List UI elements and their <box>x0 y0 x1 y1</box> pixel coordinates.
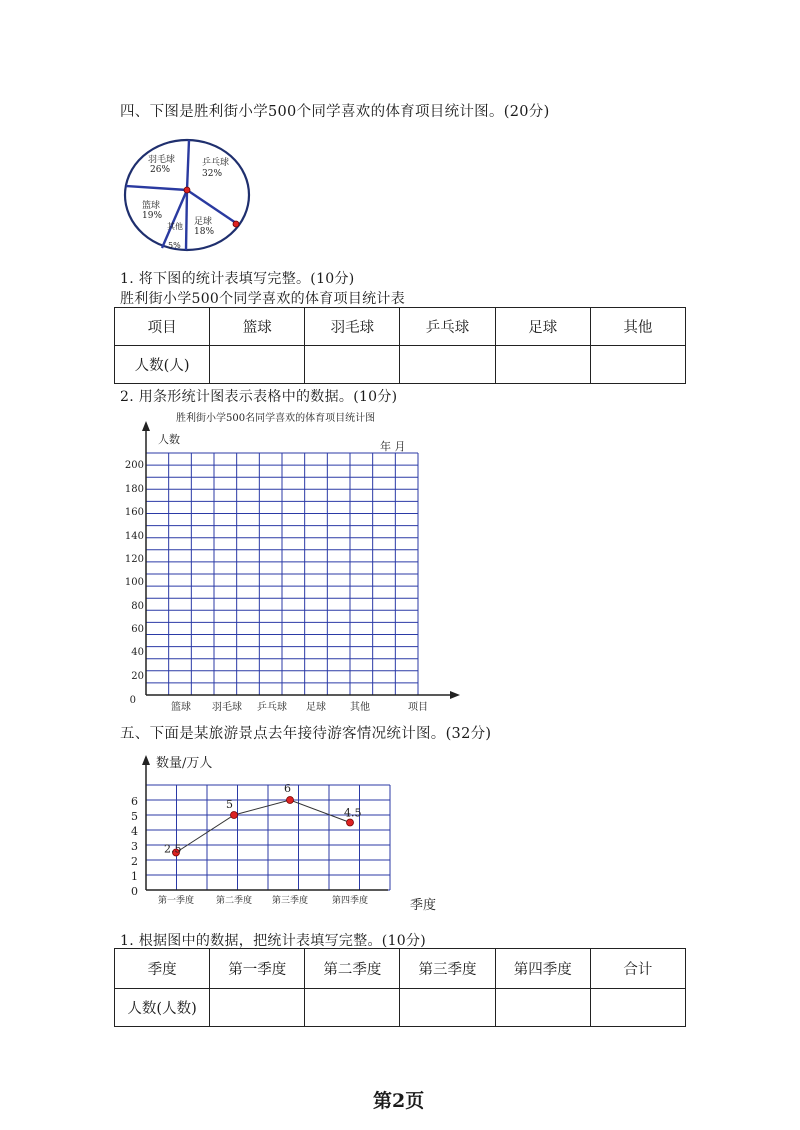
y-tick-label: 80 <box>131 601 144 612</box>
pie-edge-dot <box>233 221 239 227</box>
table1-header-cell: 其他 <box>590 308 685 346</box>
line-point-label: 5 <box>226 798 233 811</box>
line-point-label: 4.5 <box>344 806 362 820</box>
y-tick-label: 120 <box>124 554 144 565</box>
line-y-axis-arrow <box>142 755 150 765</box>
line-point-label: 6 <box>284 782 291 795</box>
pie-label-other: 其他 <box>167 222 183 231</box>
line-point <box>287 797 294 804</box>
x-category-label: 其他 <box>350 702 370 713</box>
x-category-label: 篮球 <box>171 702 191 713</box>
bar-chart-date-label: 年 月 <box>380 440 406 453</box>
table2-answer-cell[interactable] <box>305 989 400 1027</box>
table2-header-cell: 第三季度 <box>400 949 495 989</box>
line-y-tick: 0 <box>131 885 138 898</box>
table2-header-cell: 第二季度 <box>305 949 400 989</box>
y-tick-label: 160 <box>124 507 144 518</box>
line-y-tick: 4 <box>131 825 138 838</box>
page-number: 第2页 <box>373 1090 425 1112</box>
y-tick-label: 60 <box>131 624 144 635</box>
sports-pie-chart <box>118 138 258 258</box>
line-point-label: 2.5 <box>164 842 182 856</box>
line-x-category: 第一季度 <box>157 896 195 906</box>
table2-answer-cell[interactable] <box>590 989 685 1027</box>
table1-answer-cell[interactable] <box>590 346 685 384</box>
line-point <box>347 819 354 826</box>
pie-pct-basketball: 19% <box>142 211 163 221</box>
table2-header-cell: 第一季度 <box>210 949 305 989</box>
table2-answer-cell[interactable] <box>210 989 305 1027</box>
x-category-label: 足球 <box>306 702 326 713</box>
line-x-category: 第四季度 <box>331 896 369 906</box>
line-x-category: 第二季度 <box>215 896 253 906</box>
table2-answer-cell[interactable] <box>400 989 495 1027</box>
table1-row-label: 人数(人) <box>115 346 210 384</box>
pie-pct-pingpong: 32% <box>202 169 223 179</box>
x-category-label: 羽毛球 <box>212 702 242 713</box>
line-x-axis-label: 季度 <box>410 898 437 913</box>
section4-title: 四、下图是胜利街小学500个同学喜欢的体育项目统计图。(20分) <box>120 104 550 120</box>
section4-q1: 1. 将下图的统计表填写完整。(10分) <box>120 271 355 287</box>
table1-header-cell: 项目 <box>115 308 210 346</box>
table1-header-cell: 篮球 <box>210 308 305 346</box>
table1-caption: 胜利街小学500个同学喜欢的体育项目统计表 <box>120 291 406 307</box>
pie-divider <box>162 190 187 248</box>
table1-answer-cell[interactable] <box>305 346 400 384</box>
pie-pct-other: 5% <box>168 241 181 250</box>
pie-label-basketball: 篮球 <box>142 201 161 211</box>
table1-answer-cell[interactable] <box>495 346 590 384</box>
x-axis-label: 项目 <box>408 702 428 713</box>
table1-answer-cell[interactable] <box>400 346 495 384</box>
pie-label-pingpong: 乒乓球 <box>202 158 230 168</box>
table2-header-cell: 第四季度 <box>495 949 590 989</box>
table1-header-cell: 乒乓球 <box>400 308 495 346</box>
line-y-tick: 5 <box>131 810 138 823</box>
table2-header-cell: 合计 <box>590 949 685 989</box>
season-stat-table <box>114 948 686 1027</box>
bar-chart-title: 胜利街小学500名同学喜欢的体育项目统计图 <box>176 413 376 424</box>
y-tick-label: 20 <box>131 671 144 682</box>
y-tick-label: 0 <box>129 695 136 706</box>
y-tick-label: 100 <box>124 577 144 588</box>
pie-divider <box>186 190 187 250</box>
table1-header-cell: 羽毛球 <box>305 308 400 346</box>
section5-title: 五、下面是某旅游景点去年接待游客情况统计图。(32分) <box>120 726 492 742</box>
y-tick-label: 140 <box>124 531 144 542</box>
table2-row-label: 人数(人数) <box>115 989 210 1027</box>
line-x-category: 第三季度 <box>271 896 309 906</box>
pie-pct-badminton: 26% <box>150 165 171 175</box>
pie-center-dot <box>184 187 190 193</box>
table1-answer-cell[interactable] <box>210 346 305 384</box>
x-category-label: 乒乓球 <box>257 702 287 713</box>
y-tick-label: 200 <box>124 460 144 471</box>
y-axis-arrow <box>142 421 150 431</box>
grid-lines <box>146 453 418 695</box>
pie-label-football: 足球 <box>194 217 213 227</box>
y-tick-label: 40 <box>131 647 144 658</box>
pie-divider <box>126 186 187 190</box>
pie-pct-football: 18% <box>194 227 215 237</box>
pie-divider <box>187 140 189 190</box>
section5-q1: 1. 根据图中的数据，把统计表填写完整。(10分) <box>120 933 427 949</box>
line-grid-lines <box>146 785 390 890</box>
y-tick-label: 180 <box>124 484 144 495</box>
line-y-tick: 3 <box>131 840 138 853</box>
table2-answer-cell[interactable] <box>495 989 590 1027</box>
table2-header-cell: 季度 <box>115 949 210 989</box>
bar-chart-grid <box>110 405 470 715</box>
section4-q2: 2. 用条形统计图表示表格中的数据。(10分) <box>120 389 398 405</box>
line-y-tick: 6 <box>131 795 138 808</box>
bar-chart-ylabel: 人数 <box>158 433 180 446</box>
sports-stat-table <box>114 307 686 384</box>
x-axis-arrow <box>450 691 460 699</box>
line-y-tick: 2 <box>131 855 138 868</box>
line-chart <box>118 745 448 920</box>
line-y-tick: 1 <box>131 870 138 883</box>
line-chart-ylabel: 数量/万人 <box>156 756 213 771</box>
table1-header-cell: 足球 <box>495 308 590 346</box>
pie-label-badminton: 羽毛球 <box>148 155 176 165</box>
line-point <box>231 812 238 819</box>
